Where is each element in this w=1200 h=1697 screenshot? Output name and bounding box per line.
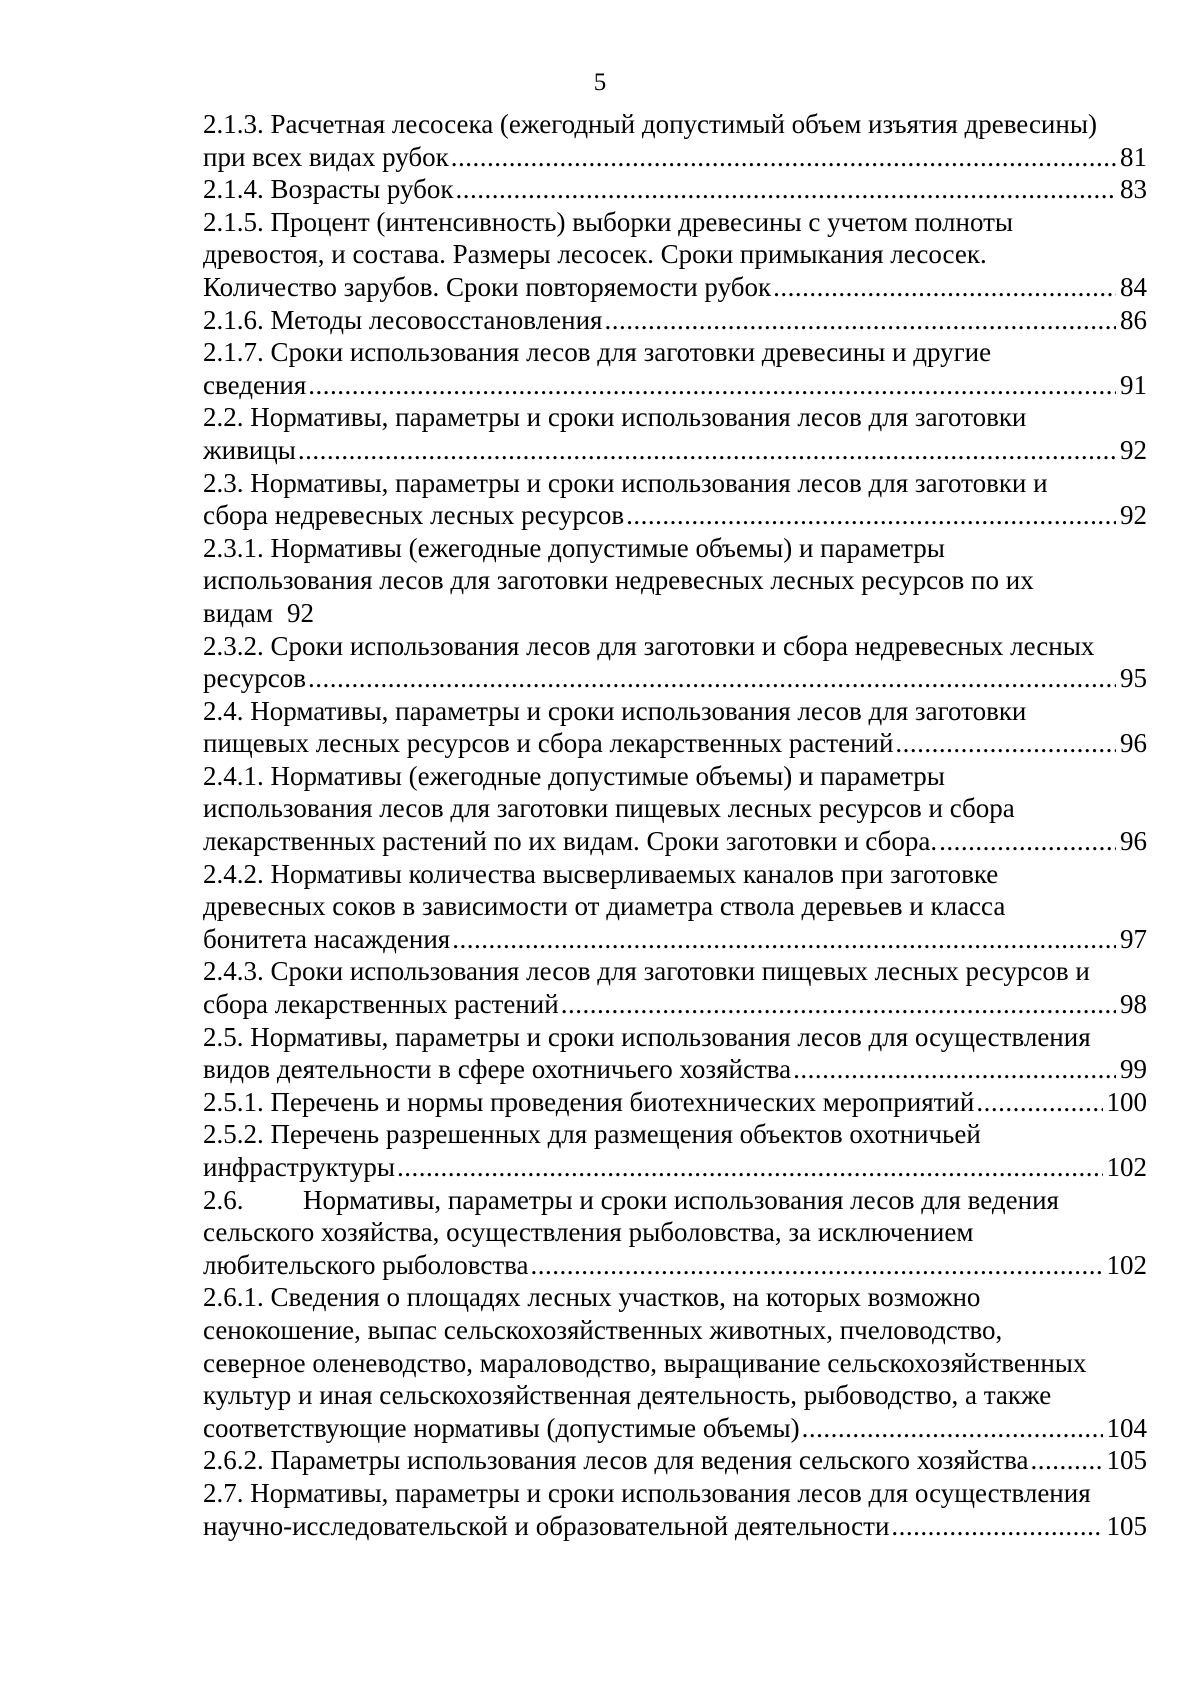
- toc-entry-text: сведения: [203, 369, 307, 400]
- toc-entry[interactable]: [203, 532, 1147, 630]
- dot-leader: [397, 1151, 1103, 1184]
- toc-entry-text: 2.1.3. Расчетная лесосека (ежегодный допустимый объем изъятия древесины): [203, 109, 1097, 139]
- toc-entry-last-line: [203, 825, 1147, 858]
- toc-entry[interactable]: [203, 467, 1147, 532]
- toc-entry-last-line: [203, 1412, 1147, 1445]
- toc-entry-text: 2.3. Нормативы, параметры и сроки использования лесов для заготовки и: [203, 467, 1048, 498]
- toc-entry-line: [203, 858, 1147, 891]
- toc-entry-line: [203, 108, 1147, 141]
- toc-entry-last-line: [203, 141, 1147, 174]
- toc-entry-line: [203, 1118, 1147, 1151]
- toc-entry-text: при всех видах рубок: [203, 141, 449, 172]
- toc-entry-line: [203, 336, 1147, 369]
- dot-leader: [793, 1053, 1116, 1086]
- toc-entry-text: использования лесов для заготовки недревесных лесных ресурсов по их: [203, 565, 1034, 596]
- toc-entry-last-line: [203, 988, 1147, 1021]
- toc-entry-text: 2.4.2. Нормативы количества высверливаемых каналов при заготовке: [203, 858, 999, 889]
- toc-page-number: 81: [1120, 141, 1147, 172]
- dot-leader: [1030, 1444, 1102, 1477]
- toc-entry-text: Количество зарубов. Сроки повторяемости рубок: [203, 271, 772, 302]
- dot-leader: [452, 923, 1116, 956]
- toc-entry-text: лекарственных растений по их видам. Сроки заготовки и сбора.: [203, 826, 938, 857]
- toc-entry-last-line: [203, 1510, 1147, 1543]
- toc-entry-line: [203, 1477, 1147, 1510]
- toc-entry-text: 2.4.3. Сроки использования лесов для заготовки пищевых лесных ресурсов и: [203, 956, 1090, 987]
- toc-entry-line: [203, 206, 1147, 239]
- toc-page-number: 104: [1106, 1412, 1147, 1443]
- dot-leader: [939, 825, 1116, 858]
- toc-page-number: 102: [1106, 1152, 1147, 1182]
- toc-entry-line: [203, 1314, 1147, 1347]
- toc-entry-line: [203, 532, 1147, 565]
- toc-entry-text: 2.5.2. Перечень разрешенных для размещения объектов охотничьей: [203, 1119, 981, 1150]
- toc-page-number: 97: [1120, 923, 1147, 954]
- toc-page-number: 92: [1120, 434, 1147, 465]
- dot-leader: [604, 304, 1116, 337]
- toc-entry-last-line: [203, 727, 1147, 760]
- toc-entry[interactable]: [203, 630, 1147, 695]
- toc-entry-last-line: [203, 173, 1147, 206]
- toc-entry-text: 2.3.1. Нормативы (ежегодные допустимые объемы) и параметры: [203, 532, 945, 563]
- toc-page-number: 105: [1106, 1445, 1147, 1476]
- toc-entry-line: [203, 401, 1147, 434]
- toc-entry-line: [203, 1184, 1147, 1217]
- toc-entry-last-line: [203, 597, 1147, 630]
- dot-leader: [976, 1086, 1102, 1119]
- toc-entry-line: [203, 1281, 1147, 1314]
- toc-entry[interactable]: [203, 304, 1147, 337]
- toc-entry-last-line: [203, 369, 1147, 402]
- toc-page-number: 102: [1106, 1249, 1147, 1280]
- toc-entry-text: 2.5.1. Перечень и нормы проведения биотехнических мероприятий: [203, 1086, 975, 1117]
- toc-page-number: 92: [1120, 500, 1147, 531]
- dot-leader: [451, 141, 1116, 174]
- dot-leader: [626, 499, 1116, 532]
- toc-entry-last-line: [203, 923, 1147, 956]
- toc-entry-text: 2.4.1. Нормативы (ежегодные допустимые объемы) и параметры: [203, 760, 945, 791]
- toc-entry[interactable]: [203, 1281, 1147, 1444]
- toc-entry[interactable]: [203, 760, 1147, 858]
- toc-entry-text: видов деятельности в сфере охотничьего хозяйства: [203, 1054, 792, 1085]
- toc-entry-text: ресурсов: [203, 663, 307, 694]
- toc-page-number: 100: [1106, 1086, 1147, 1117]
- toc-entry-text: 2.7. Нормативы, параметры и сроки использования лесов для осуществления: [203, 1477, 1091, 1508]
- toc-entry-text: 2.1.5. Процент (интенсивность) выборки древесины с учетом полноты: [203, 206, 1014, 237]
- toc-entry-line: [203, 955, 1147, 988]
- toc-entry-text: инфраструктуры: [203, 1152, 395, 1182]
- toc-entry-text: древостоя, и состава. Размеры лесосек. Сроки примыкания лесосек.: [203, 239, 987, 270]
- toc-page-number: 92: [287, 597, 315, 628]
- toc-entry-text: сбора недревесных лесных ресурсов: [203, 500, 625, 531]
- toc-entry-last-line: [203, 1086, 1147, 1119]
- toc-entry[interactable]: [203, 401, 1147, 466]
- toc-entry-last-line: [203, 271, 1147, 304]
- toc-entry-line: [203, 1216, 1147, 1249]
- toc-page-number: 84: [1120, 271, 1147, 302]
- toc-entry[interactable]: [203, 858, 1147, 956]
- toc-entry[interactable]: [203, 955, 1147, 1020]
- toc-entry-text: 2.1.6. Методы лесовосстановления: [203, 304, 603, 335]
- dot-leader: [455, 173, 1116, 206]
- toc-entry-text: 2.6.2. Параметры использования лесов для ведения сельского хозяйства: [203, 1445, 1029, 1476]
- page-number: 5: [593, 69, 607, 96]
- dot-leader: [891, 1510, 1102, 1543]
- dot-leader: [773, 271, 1116, 304]
- toc-page-number: 105: [1106, 1510, 1147, 1541]
- toc-page-number: 91: [1120, 369, 1147, 400]
- toc-entry-text: 2.5. Нормативы, параметры и сроки использования лесов для осуществления: [203, 1021, 1091, 1052]
- toc-entry-text: любительского рыболовства: [203, 1249, 529, 1280]
- toc-entry-last-line: [203, 1053, 1147, 1086]
- toc-entry-last-line: [203, 1249, 1147, 1282]
- toc-page-number: 86: [1120, 304, 1147, 335]
- dot-leader: [308, 662, 1116, 695]
- toc-entry-text: северное оленеводство, мараловодство, выращивание сельскохозяйственных: [203, 1347, 1087, 1378]
- toc-entry[interactable]: [203, 173, 1147, 206]
- toc-entry-last-line: [203, 662, 1147, 695]
- toc-entry-last-line: [203, 1151, 1147, 1184]
- toc-entry[interactable]: [203, 1118, 1147, 1183]
- toc-entry-text: культур и иная сельскохозяйственная деятельность, рыбоводство, а также: [203, 1380, 1052, 1411]
- toc-page-number: 83: [1120, 174, 1147, 205]
- toc-entry[interactable]: [203, 336, 1147, 401]
- table-of-contents: [203, 108, 1147, 1542]
- toc-entry-text: 2.1.7. Сроки использования лесов для заготовки древесины и другие: [203, 337, 992, 368]
- toc-entry-text: древесных соков в зависимости от диаметра ствола деревьев и класса: [203, 891, 1006, 922]
- toc-entry-last-line: [203, 304, 1147, 337]
- toc-entry-line: [203, 564, 1147, 597]
- toc-entry[interactable]: [203, 695, 1147, 760]
- toc-entry-text: видам: [203, 597, 274, 628]
- toc-entry-text: 2.4. Нормативы, параметры и сроки использования лесов для заготовки: [203, 695, 1027, 726]
- toc-entry-text: соответствующие нормативы (допустимые объемы): [203, 1412, 800, 1443]
- toc-entry[interactable]: [203, 1086, 1147, 1119]
- toc-page-number: 99: [1120, 1054, 1147, 1085]
- toc-entry-text: пищевых лесных ресурсов и сбора лекарственных растений: [203, 728, 894, 759]
- toc-page-number: 95: [1120, 663, 1147, 694]
- toc-entry-line: [203, 760, 1147, 793]
- toc-entry[interactable]: [203, 1444, 1147, 1477]
- dot-leader: [561, 988, 1116, 1021]
- dot-leader: [802, 1412, 1103, 1445]
- toc-entry-last-line: [203, 434, 1147, 467]
- toc-entry-line: [203, 238, 1147, 271]
- toc-entry-line: [203, 1379, 1147, 1412]
- toc-entry-text: научно-исследовательской и образовательной деятельности: [203, 1510, 890, 1541]
- toc-entry-line: [203, 630, 1147, 663]
- toc-entry-line: [203, 890, 1147, 923]
- toc-entry-line: [203, 792, 1147, 825]
- toc-entry-text: 2.2. Нормативы, параметры и сроки использования лесов для заготовки: [203, 402, 1027, 433]
- toc-entry-text: Нормативы, параметры и сроки использования лесов для ведения: [303, 1184, 1059, 1215]
- toc-entry[interactable]: [203, 108, 1147, 173]
- toc-page-number: 96: [1120, 728, 1147, 759]
- dot-leader: [308, 369, 1116, 402]
- toc-entry-text: живицы: [203, 434, 296, 465]
- dot-leader: [298, 434, 1116, 467]
- toc-entry[interactable]: [203, 206, 1147, 304]
- toc-entry-line: [203, 1347, 1147, 1380]
- dot-leader: [531, 1249, 1103, 1282]
- toc-entry-line: [203, 695, 1147, 728]
- toc-entry[interactable]: [203, 1477, 1147, 1542]
- toc-entry-text: 2.6.1. Сведения о площадях лесных участков, на которых возможно: [203, 1282, 981, 1313]
- toc-entry-last-line: [203, 499, 1147, 532]
- toc-entry-text: сбора лекарственных растений: [203, 989, 559, 1020]
- toc-entry[interactable]: [203, 1021, 1147, 1086]
- toc-entry-line: [203, 467, 1147, 500]
- toc-entry-text: 2.3.2. Сроки использования лесов для заготовки и сбора недревесных лесных: [203, 630, 1095, 661]
- toc-entry-text: сенокошение, выпас сельскохозяйственных животных, пчеловодство,: [203, 1314, 1003, 1345]
- toc-entry-number: 2.6.: [203, 1184, 244, 1215]
- dot-leader: [895, 727, 1116, 760]
- toc-page-number: 98: [1120, 989, 1147, 1020]
- toc-page-number: 96: [1120, 826, 1147, 857]
- toc-entry-last-line: [203, 1444, 1147, 1477]
- toc-entry-text: бонитета насаждения: [203, 923, 451, 954]
- toc-entry-text: сельского хозяйства, осуществления рыболовства, за исключением: [203, 1217, 974, 1248]
- toc-entry[interactable]: [203, 1184, 1147, 1282]
- toc-entry-text: 2.1.4. Возрасты рубок: [203, 174, 454, 205]
- toc-entry-line: [203, 1021, 1147, 1054]
- toc-entry-text: использования лесов для заготовки пищевых лесных ресурсов и сбора: [203, 793, 1015, 824]
